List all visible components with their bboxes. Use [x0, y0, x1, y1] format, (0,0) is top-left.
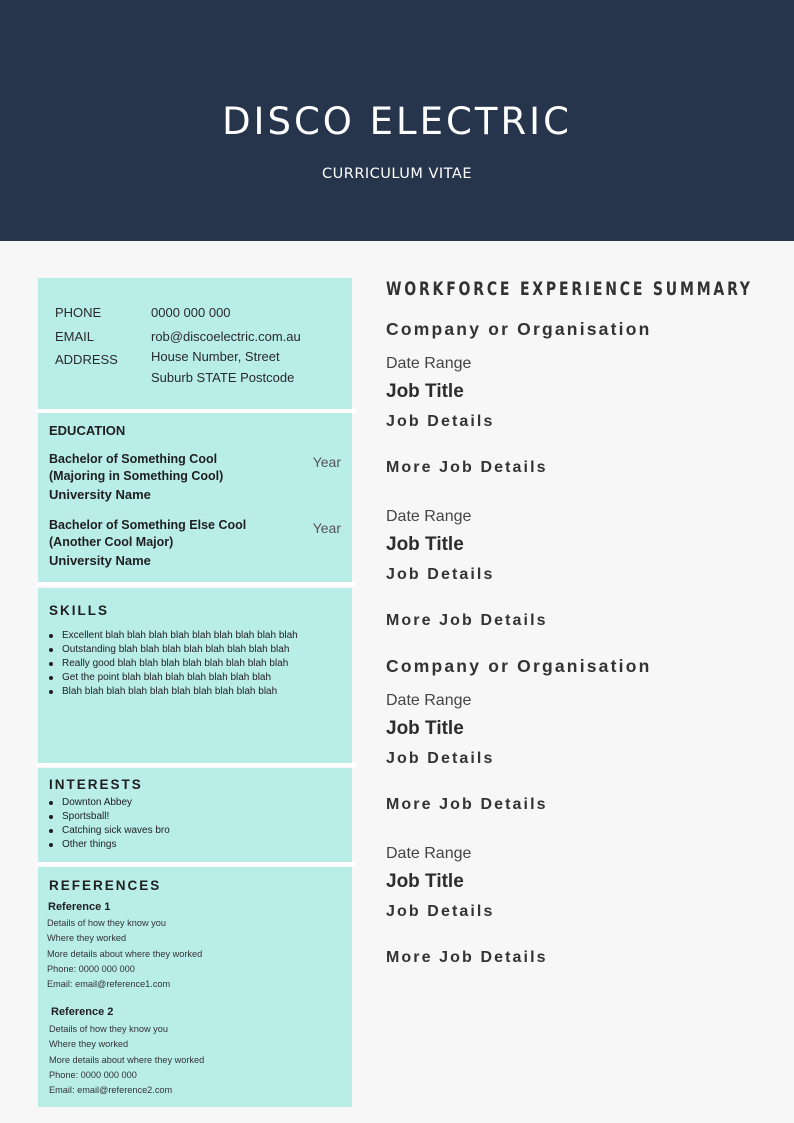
- job-details: Job Details: [386, 750, 495, 767]
- more-job-details: More Job Details: [386, 949, 548, 966]
- list-item: Catching sick waves bro: [62, 825, 170, 836]
- skills-list: [62, 629, 298, 699]
- page-subtitle: CURRICULUM VITAE: [322, 166, 472, 182]
- reference-phone: Phone: 0000 000 000: [47, 964, 135, 974]
- list-item: Blah blah blah blah blah blah blah blah blah blah: [62, 685, 298, 699]
- job-details: Job Details: [386, 903, 495, 920]
- interests-heading: INTERESTS: [49, 777, 143, 792]
- references-panel: [38, 867, 352, 1107]
- reference-detail: Where they worked: [49, 1039, 129, 1049]
- more-job-details: More Job Details: [386, 612, 548, 629]
- education-panel: [38, 413, 352, 582]
- skills-panel: [38, 588, 352, 763]
- degree-major: (Majoring in Something Cool): [49, 469, 224, 483]
- reference-email: Email: email@reference1.com: [47, 979, 171, 989]
- reference-detail: Details of how they know you: [49, 1024, 168, 1034]
- reference-name: Reference 1: [48, 901, 111, 913]
- reference-phone: Phone: 0000 000 000: [49, 1070, 137, 1080]
- email-value: rob@discoelectric.com.au: [151, 329, 301, 344]
- reference-email: Email: email@reference2.com: [49, 1085, 173, 1095]
- list-item: Really good blah blah blah blah blah blah blah blah: [62, 657, 298, 671]
- date-range: Date Range: [386, 508, 472, 525]
- interests-panel: [38, 768, 352, 862]
- page-header: [0, 0, 794, 241]
- list-item: Sportsball!: [62, 810, 170, 824]
- job-details: Job Details: [386, 566, 495, 583]
- list-item: Downton Abbey: [62, 796, 170, 810]
- interests-list: [62, 796, 170, 852]
- degree-name: Bachelor of Something Cool: [49, 452, 218, 466]
- divider: [36, 763, 356, 767]
- email-label: EMAIL: [55, 329, 95, 344]
- reference-name: Reference 2: [51, 1006, 114, 1018]
- university-name: University Name: [49, 553, 151, 568]
- job-title: Job Title: [386, 381, 464, 402]
- references-heading: REFERENCES: [49, 878, 162, 893]
- education-year: Year: [312, 520, 341, 536]
- reference-detail: More details about where they worked: [47, 949, 203, 959]
- list-item: Other things: [62, 838, 170, 852]
- address-label: ADDRESS: [55, 352, 118, 367]
- list-item: Excellent blah blah blah blah blah blah blah blah blah: [62, 630, 298, 641]
- more-job-details: More Job Details: [386, 459, 548, 476]
- date-range: Date Range: [386, 692, 472, 709]
- education-heading: EDUCATION: [49, 423, 126, 438]
- skills-heading: SKILLS: [49, 603, 110, 618]
- company-name: Company or Organisation: [386, 319, 652, 339]
- reference-detail: More details about where they worked: [49, 1055, 205, 1065]
- page-title: DISCO ELECTRIC: [222, 100, 572, 143]
- divider: [36, 862, 356, 866]
- university-name: University Name: [49, 487, 151, 502]
- list-item: Get the point blah blah blah blah blah blah blah: [62, 671, 298, 685]
- reference-detail: Where they worked: [47, 933, 127, 943]
- date-range: Date Range: [386, 845, 472, 862]
- list-item: Outstanding blah blah blah blah blah blah blah blah: [62, 643, 298, 657]
- phone-value: 0000 000 000: [151, 305, 231, 320]
- divider: [36, 582, 356, 586]
- education-entry: [49, 517, 279, 570]
- job-title: Job Title: [386, 718, 464, 739]
- phone-label: PHONE: [55, 305, 102, 320]
- degree-name: Bachelor of Something Else Cool: [49, 518, 247, 532]
- company-name: Company or Organisation: [386, 656, 652, 676]
- contact-panel: [38, 278, 352, 409]
- education-entry: [49, 451, 279, 504]
- job-title: Job Title: [386, 871, 464, 892]
- job-title: Job Title: [386, 534, 464, 555]
- degree-major: (Another Cool Major): [49, 535, 174, 549]
- experience-heading: WORKFORCE EXPERIENCE SUMMARY: [386, 278, 753, 300]
- education-year: Year: [312, 454, 341, 470]
- date-range: Date Range: [386, 355, 472, 372]
- reference-detail: Details of how they know you: [47, 918, 166, 928]
- address-line-2: Suburb STATE Postcode: [151, 370, 295, 385]
- address-line-1: House Number, Street: [151, 349, 280, 364]
- job-details: Job Details: [386, 413, 495, 430]
- more-job-details: More Job Details: [386, 796, 548, 813]
